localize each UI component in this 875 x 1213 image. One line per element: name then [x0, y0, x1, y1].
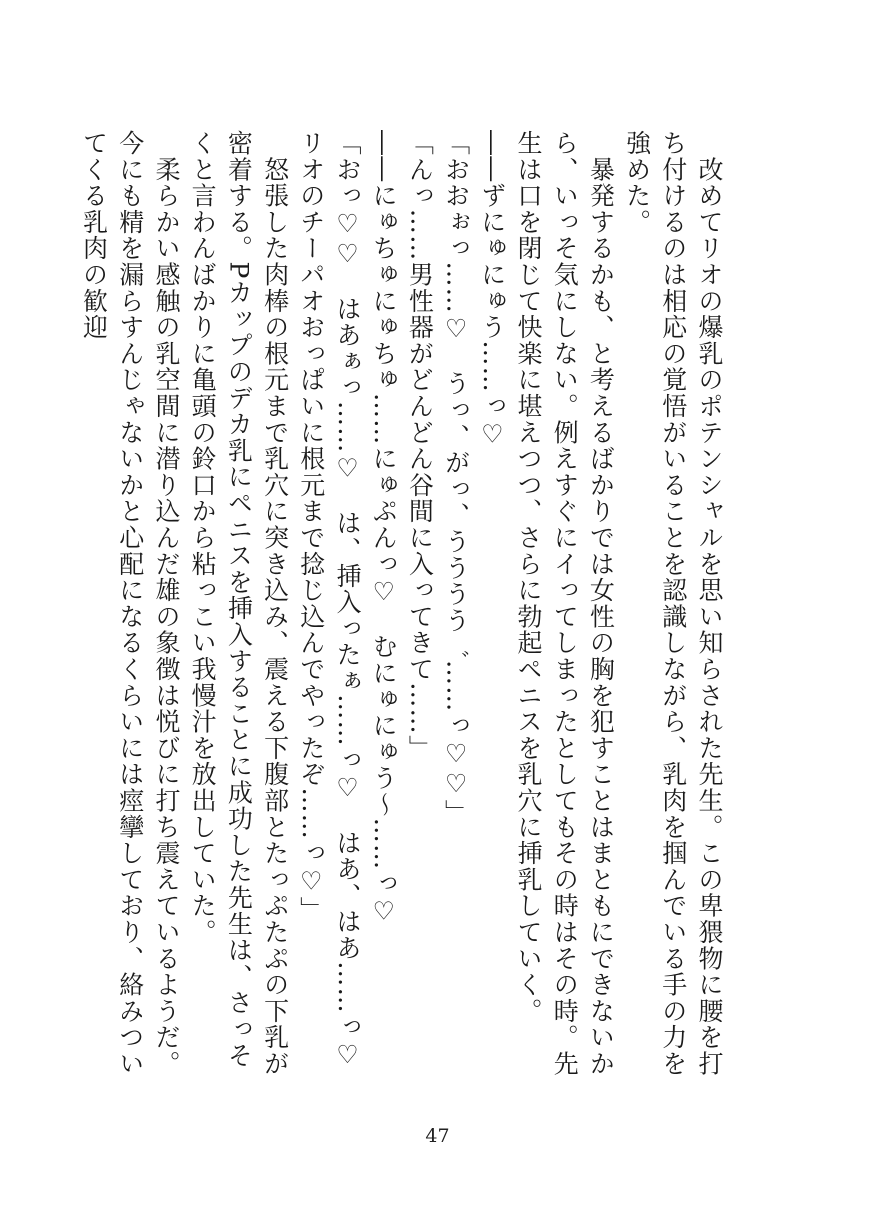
paragraph-5: 「んっ……男性器がどんどん谷間に入ってきて……」	[405, 130, 435, 762]
paragraph-7: 「おっ♡♡ はあぁっ……♡ は、挿入ったぁ……っ♡ はあ、はあ……っ♡ リオのチーパオおっぱいに根元まで捻じ込んでやったぞ……っ♡」	[296, 130, 362, 1097]
paragraph-6: ――にゅちゅにゅちゅ……にゅぷんっ♡ むにゅにゅう～……っ♡	[369, 130, 399, 927]
paragraph-8: 怒張した肉棒の根元まで乳穴に突き込み、震える下腹部とたっぷたぷの下乳が密着する。Pカップのデカ乳にペニスを挿入することに成功した先生は、さっそくと言わんばかりに亀頭の鈴口から粘っこい我慢汁を放出していた。	[188, 130, 290, 1077]
paragraph-3: ――ずにゅにゅう……っ♡	[477, 130, 507, 450]
page-number: 47	[425, 1125, 450, 1147]
vertical-text-body	[79, 130, 727, 1097]
paragraph-2: 暴発するかも、と考えるばかりでは女性の胸を犯すことはまともにできないから、いっそ気にしない。例えすぐにイってしまったとしてもその時はその時。先生は口を閉じて快楽に堪えつつ、さらに勃起ペニスを乳穴に挿乳していく。	[513, 130, 616, 1077]
paragraph-4: 「おおぉっ……♡ うっ、がっ、うううう゛……っ♡♡」	[441, 130, 471, 826]
paragraph-1: 改めてリオの爆乳のポテンシャルを思い知らされた先生。この卑猥物に腰を打ち付けるのは相応の覚悟がいることを認識しながら、乳肉を掴んでいる手の力を強めた。	[622, 130, 724, 1077]
paragraph-9: 柔らかい感触の乳空間に潜り込んだ雄の象徴は悦びに打ち震えているようだ。今にも精を漏らすんじゃないかと心配になるくらいには痙攣しており、絡みついてくる乳肉の歓迎	[79, 130, 181, 1077]
